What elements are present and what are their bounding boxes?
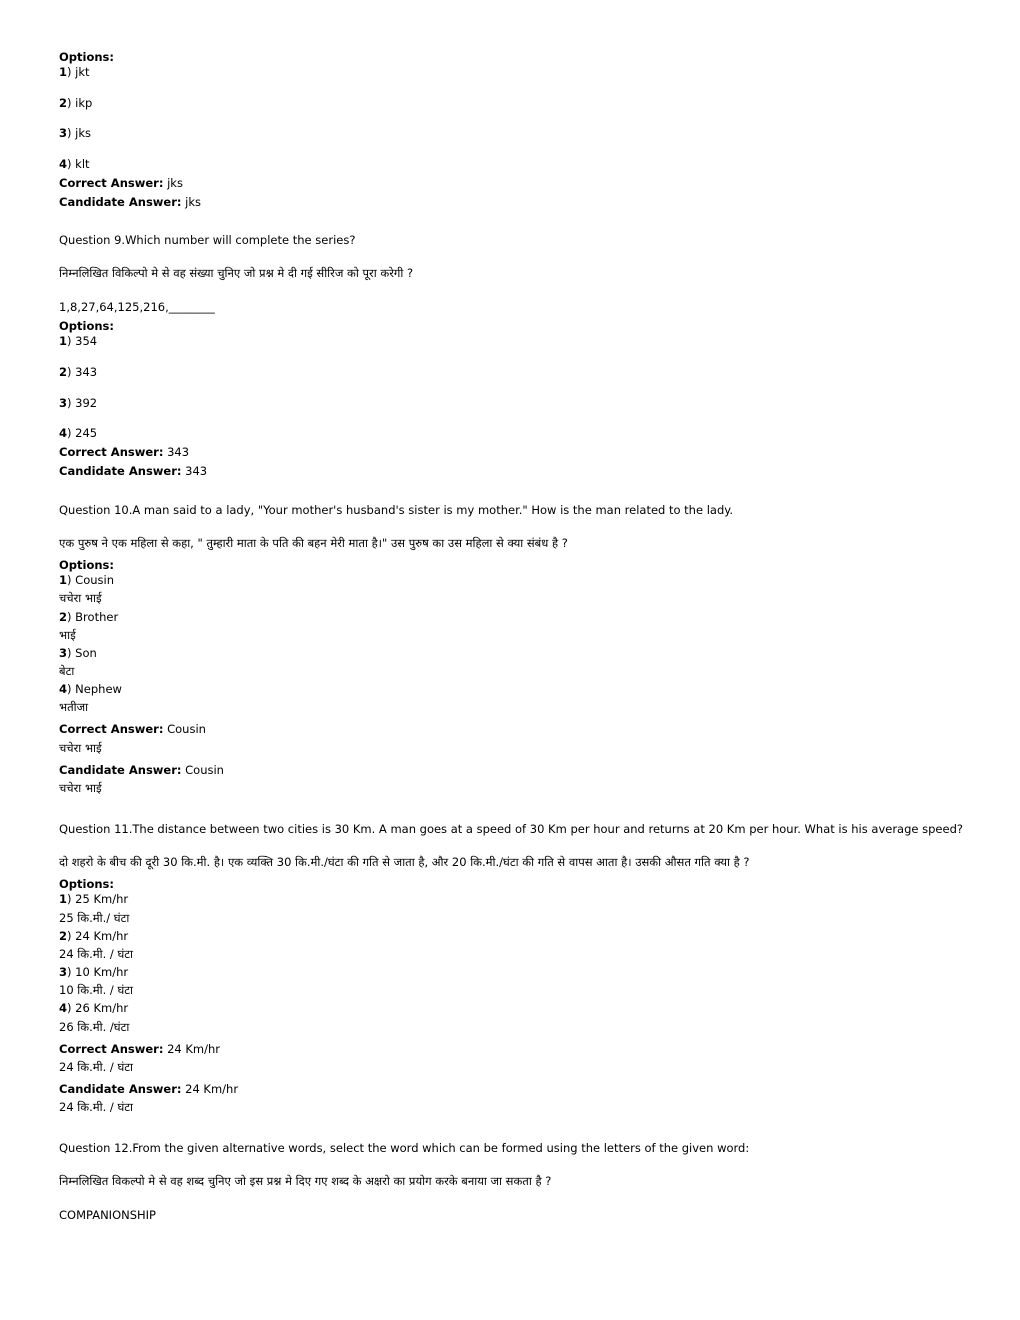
correct-answer: Correct Answer: Cousin xyxy=(59,722,206,736)
option: 3) 392 xyxy=(59,396,98,410)
option: 4) 26 Km/hr xyxy=(59,1001,129,1015)
option: 2) ikp xyxy=(59,96,93,110)
candidate-answer: Candidate Answer: jks xyxy=(59,195,201,209)
option: 3) jks xyxy=(59,126,92,140)
option: 2) Brother xyxy=(59,610,119,624)
candidate-answer-hindi: 24 कि.मी. / घंटा xyxy=(59,1100,134,1114)
option: 2) 343 xyxy=(59,365,98,379)
option-hindi: भतीजा xyxy=(59,700,89,714)
option: 4) 245 xyxy=(59,426,98,440)
option-hindi: 24 कि.मी. / घंटा xyxy=(59,947,134,961)
option-hindi: बेटा xyxy=(59,664,75,678)
candidate-answer: Candidate Answer: 24 Km/hr xyxy=(59,1082,239,1096)
question-text-hindi: निम्नलिखित विकल्पो मे से वह शब्द चुनिए जो इस प्रश्न मे दिए गए शब्द के अक्षरो का प्रयोग करके बनाया जा सकता है ? xyxy=(59,1174,552,1188)
given-word: COMPANIONSHIP xyxy=(59,1208,156,1222)
options-label: Options: xyxy=(59,319,114,333)
option-hindi: चचेरा भाई xyxy=(59,591,102,605)
option: 1) jkt xyxy=(59,65,90,79)
question-text: Question 12.From the given alternative words, select the word which can be formed using the letters of the given word: xyxy=(59,1141,750,1155)
correct-answer-hindi: चचेरा भाई xyxy=(59,741,102,755)
option: 4) klt xyxy=(59,157,90,171)
options-label: Options: xyxy=(59,50,114,64)
candidate-answer: Candidate Answer: 343 xyxy=(59,464,208,478)
question-text: Question 10.A man said to a lady, "Your mother's husband's sister is my mother." How is the man related to the lady. xyxy=(59,503,734,517)
option-hindi: 26 कि.मी. /घंटा xyxy=(59,1020,130,1034)
candidate-answer-hindi: चचेरा भाई xyxy=(59,781,102,795)
question-text-hindi: दो शहरो के बीच की दूरी 30 कि.मी. है। एक व्यक्ति 30 कि.मी./घंटा की गति से जाता है, और 20 कि.मी./घंटा की गति से वापस आता है। उसकी औसत गति क्या है ? xyxy=(59,855,750,869)
correct-answer-hindi: 24 कि.मी. / घंटा xyxy=(59,1060,134,1074)
correct-answer: Correct Answer: 343 xyxy=(59,445,190,459)
question-text-hindi: एक पुरुष ने एक महिला से कहा, " तुम्हारी माता के पति की बहन मेरी माता है।" उस पुरुष का उस महिला से क्या संबंध है ? xyxy=(59,536,568,550)
series: 1,8,27,64,125,216,________ xyxy=(59,300,215,314)
option: 1) 25 Km/hr xyxy=(59,892,129,906)
option: 1) 354 xyxy=(59,334,98,348)
options-label: Options: xyxy=(59,877,114,891)
option: 4) Nephew xyxy=(59,682,122,696)
correct-answer: Correct Answer: jks xyxy=(59,176,183,190)
question-text: Question 9.Which number will complete the series? xyxy=(59,233,356,247)
question-text-hindi: निम्नलिखित विकिल्पो मे से वह संख्या चुनिए जो प्रश्न मे दी गई सीरिज को पूरा करेगी ? xyxy=(59,266,414,280)
option: 3) Son xyxy=(59,646,97,660)
option-hindi: भाई xyxy=(59,628,76,642)
option-hindi: 25 कि.मी./ घंटा xyxy=(59,911,130,925)
correct-answer: Correct Answer: 24 Km/hr xyxy=(59,1042,221,1056)
option: 1) Cousin xyxy=(59,573,115,587)
option: 2) 24 Km/hr xyxy=(59,929,129,943)
question-text: Question 11.The distance between two cities is 30 Km. A man goes at a speed of 30 Km per hour and returns at 20 Km per hour. What is his average speed? xyxy=(59,822,963,836)
option-hindi: 10 कि.मी. / घंटा xyxy=(59,983,134,997)
options-label: Options: xyxy=(59,558,114,572)
option: 3) 10 Km/hr xyxy=(59,965,129,979)
candidate-answer: Candidate Answer: Cousin xyxy=(59,763,224,777)
